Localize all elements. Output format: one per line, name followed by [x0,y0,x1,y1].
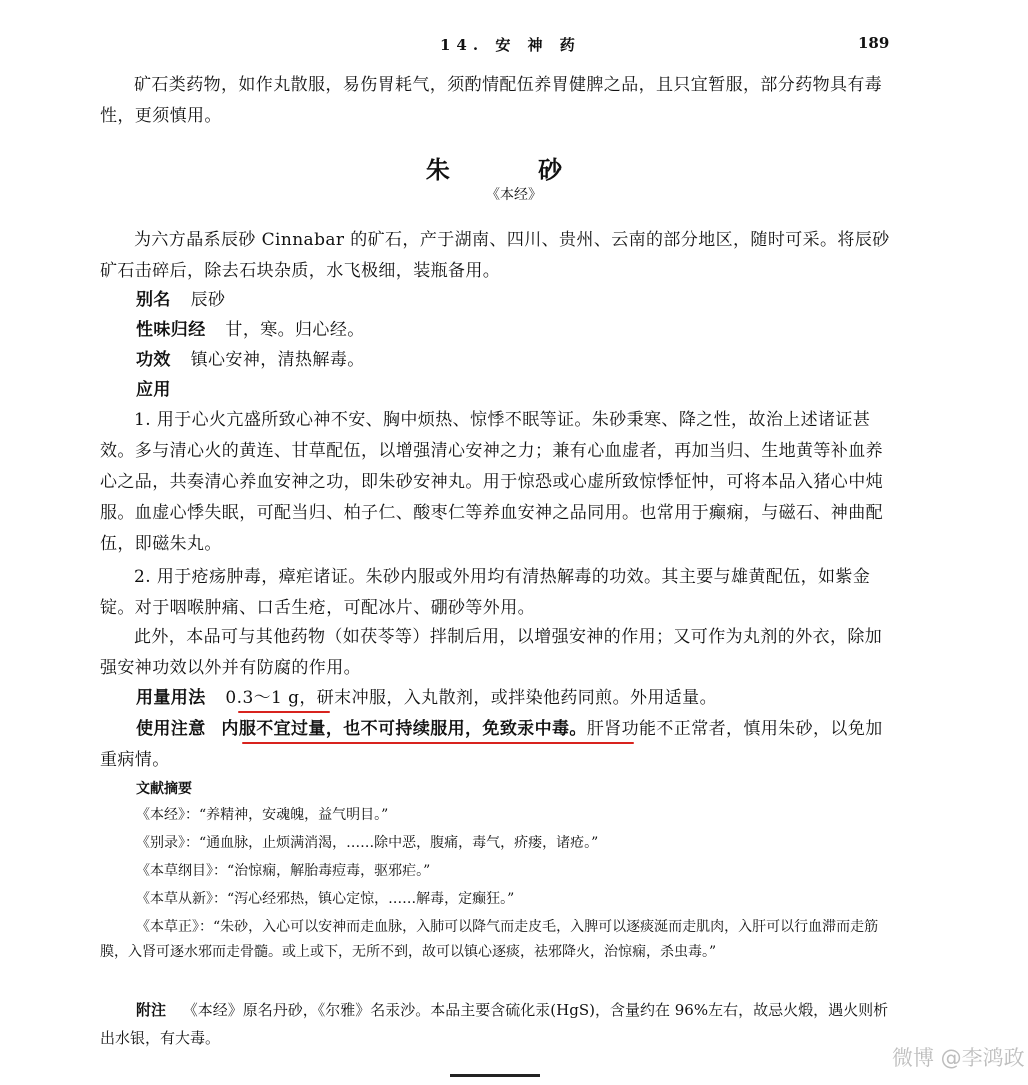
reference-item: 《别录》：“通血脉，止烦满消渴，……除中恶，腹痛，毒气，疥瘘，诸疮。” [136,835,599,851]
dosage-underline [238,711,330,713]
intro-paragraph: 矿石类药物，如作丸散服，易伤胃耗气，须酌情配伍养胃健脾之品，且只宜暂服，部分药物具有毒性，更须慎用。 [100,75,883,126]
entry-title: 朱 砂 [425,155,603,184]
dosage-rest: ，研末冲服，入丸散剂，或拌染他药同煎。外用适量。 [299,688,717,708]
entry-source: 《本经》 [486,187,542,203]
reference-item: 《本草纲目》：“治惊痫，解胎毒痘毒，驱邪疟。” [136,863,431,879]
references-label: 文献摘要 [136,781,192,797]
next-entry-fragment [450,1074,540,1085]
effect-label: 功效 [136,350,171,370]
effect-value: 镇心安神，清热解毒。 [190,350,365,370]
caution-highlight: 内服不宜过量，也不可持续服用，免致汞中毒。 [221,719,587,739]
alias-line [136,285,896,316]
application-label: 应用 [136,380,171,400]
caution-paragraph [100,714,890,776]
caution-rest: 肝肾功能不正常者，慎用朱砂，以免加重病情。 [100,719,883,770]
taste-label: 性味归经 [136,320,206,340]
taste-line [136,315,896,346]
page-header [0,34,1028,58]
dosage-label: 用量用法 [136,688,206,708]
note-paragraph [100,996,896,1052]
note-label: 附注 [136,1001,167,1019]
taste-value: 甘，寒。归心经。 [225,320,365,340]
application-1: 1. 用于心火亢盛所致心神不安、胸中烦热、惊悸不眠等证。朱砂秉寒、降之性，故治上述诸证甚效。多与清心火的黄连、甘草配伍，以增强清心安神之力；兼有心血虚者，再加当归、生地黄等补血养心之品，共奏清心养血安神之功，即朱砂安神丸。用于惊恐或心虚所致惊悸怔忡，可将本品入猪心中炖服。血虚心悸失眠，可配当归、柏子仁、酸枣仁等养血安神之品同用。也常用于癫痫，与磁石、神曲配伍，即磁朱丸。 [100,410,883,554]
application-3: 此外，本品可与其他药物（如茯苓等）拌制后用，以增强安神的作用；又可作为丸剂的外衣，除加强安神功效以外并有防腐的作用。 [100,627,883,678]
chapter-title: 14. 安 神 药 [440,36,581,54]
alias-value: 辰砂 [190,290,226,310]
weibo-watermark: 微博 @李鸿政 [892,1046,1025,1070]
application-2: 2. 用于疮疡肿毒，瘴疟诸证。朱砂内服或外用均有清热解毒的功效。其主要与雄黄配伍，如紫金锭。对于咽喉肿痛、口舌生疮，可配冰片、硼砂等外用。 [100,567,871,618]
page-number: 189 [858,34,890,52]
dosage-amount: 0.3～1 g [225,688,300,708]
description-paragraph: 为六方晶系辰砂 Cinnabar 的矿石，产于湖南、四川、贵州、云南的部分地区，随时可采。将辰砂矿石击碎后，除去石块杂质，水飞极细，装瓶备用。 [100,230,890,281]
reference-item: 《本经》：“养精神，安魂魄，益气明目。” [136,807,389,823]
reference-item: 《本草从新》：“泻心经邪热，镇心定惊，……解毒，定癫狂。” [136,891,515,907]
dosage-line [136,683,896,714]
reference-long-item: 《本草正》：“朱砂，入心可以安神而走血脉，入肺可以降气而走皮毛，入脾可以逐痰涎而走肌肉，入肝可以行血滞而走筋膜，入肾可逐水邪而走骨髓。或上或下，无所不到，故可以镇心逐痰，祛邪降火，治惊痫，杀虫毒。” [100,919,879,960]
caution-underline [242,742,634,744]
caution-label: 使用注意 [136,719,206,739]
effect-line [136,345,896,376]
alias-label: 别名 [136,290,171,310]
note-text: 《本经》原名丹砂，《尔雅》名汞沙。本品主要含硫化汞(HgS)，含量约在 96%左右，故忌火煅，遇火则析出水银，有大毒。 [100,1001,889,1047]
